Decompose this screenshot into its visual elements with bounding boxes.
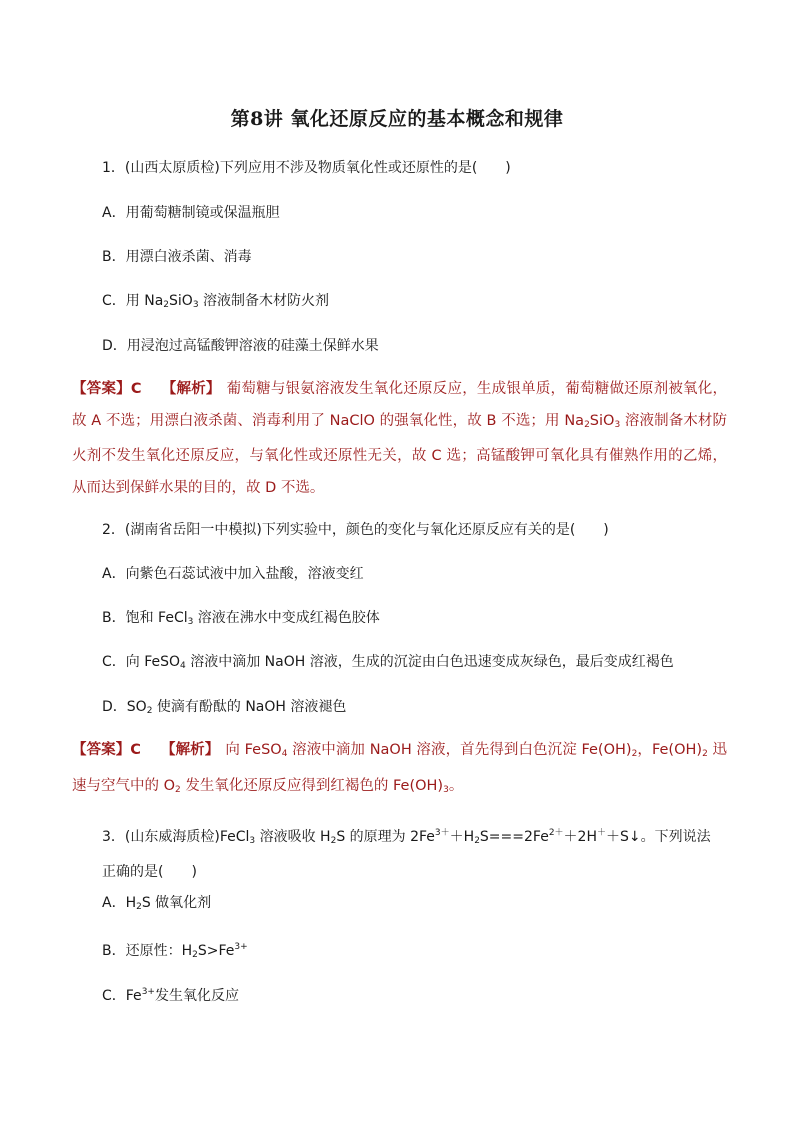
- question-2-stem: 2．(湖南省岳阳一中模拟)下列实验中，颜色的变化与氧化还原反应有关的是( ): [102, 522, 609, 538]
- question-2-analysis: 向 FeSO$_4$ 溶液中滴加 NaOH 溶液，首先得到白色沉淀 $Fe(OH)_2$，$Fe(OH)_2$ 迅速与空气中的 $O_2$ 发生氧化还原反应得到红褐色的 $Fe(OH)_3$。: [72, 742, 727, 795]
- question-1-answer: [72, 374, 727, 504]
- page-title: 第8讲 氧化还原反应的基本概念和规律: [230, 108, 564, 130]
- question-2-option-c: C．向 FeSO$_4$ 溶液中滴加 NaOH 溶液，生成的沉淀由白色迅速变成灰绿色，最后变成红褐色: [102, 654, 674, 671]
- question-1-option-c: C．用 $Na_2SiO_3$ 溶液制备木材防火剂: [102, 293, 329, 310]
- question-3-stem: 3．(山东威海质检)FeCl$_3$ 溶液吸收 $H_2S$ 的原理为 $2Fe^{3+}+H_2S===2Fe^{2+}+2H^++S↓$。下列说法正确的是( ): [102, 828, 711, 880]
- question-2-option-a: A．向紫色石蕊试液中加入盐酸，溶液变红: [102, 566, 364, 582]
- question-1-option-b: B．用漂白液杀菌、消毒: [102, 249, 252, 265]
- question-1-stem: 1．(山西太原质检)下列应用不涉及物质氧化性或还原性的是( ): [102, 160, 511, 176]
- question-3-option-b: B．还原性：$H_2S>Fe^{3+}$: [102, 942, 248, 960]
- answer-label: 【答案】C: [72, 381, 142, 397]
- question-2-option-b: B．饱和 FeCl$_3$ 溶液在沸水中变成红褐色胶体: [102, 610, 380, 627]
- question-1-analysis: 葡萄糖与银氨溶液发生氧化还原反应，生成银单质，葡萄糖做还原剂被氧化，故 A 不选；用漂白液杀菌、消毒利用了 NaClO 的强氧化性，故 B 不选；用 $Na_2SiO_3$ 溶液制备木材防火剂不发生氧化还原反应，与氧化性或还原性无关，故 C 选；高锰酸钾可氧化具有催熟作用的乙烯，从而达到保鲜水果的目的，故 D 不选。: [72, 381, 727, 496]
- question-3-option-a: A．$H_2S$ 做氧化剂: [102, 895, 212, 912]
- question-2-answer: [72, 735, 727, 806]
- question-2-option-d: D．$SO_2$ 使滴有酚酞的 NaOH 溶液褪色: [102, 699, 347, 716]
- question-1-option-a: A．用葡萄糖制镜或保温瓶胆: [102, 205, 280, 221]
- analysis-label: 【解析】: [160, 742, 220, 758]
- question-1-option-d: D．用浸泡过高锰酸钾溶液的硅藻土保鲜水果: [102, 338, 379, 354]
- question-3-option-c: C．$Fe^{3+}$发生氧化反应: [102, 987, 239, 1004]
- answer-label: 【答案】C: [72, 742, 141, 758]
- analysis-label: 【解析】: [161, 381, 221, 397]
